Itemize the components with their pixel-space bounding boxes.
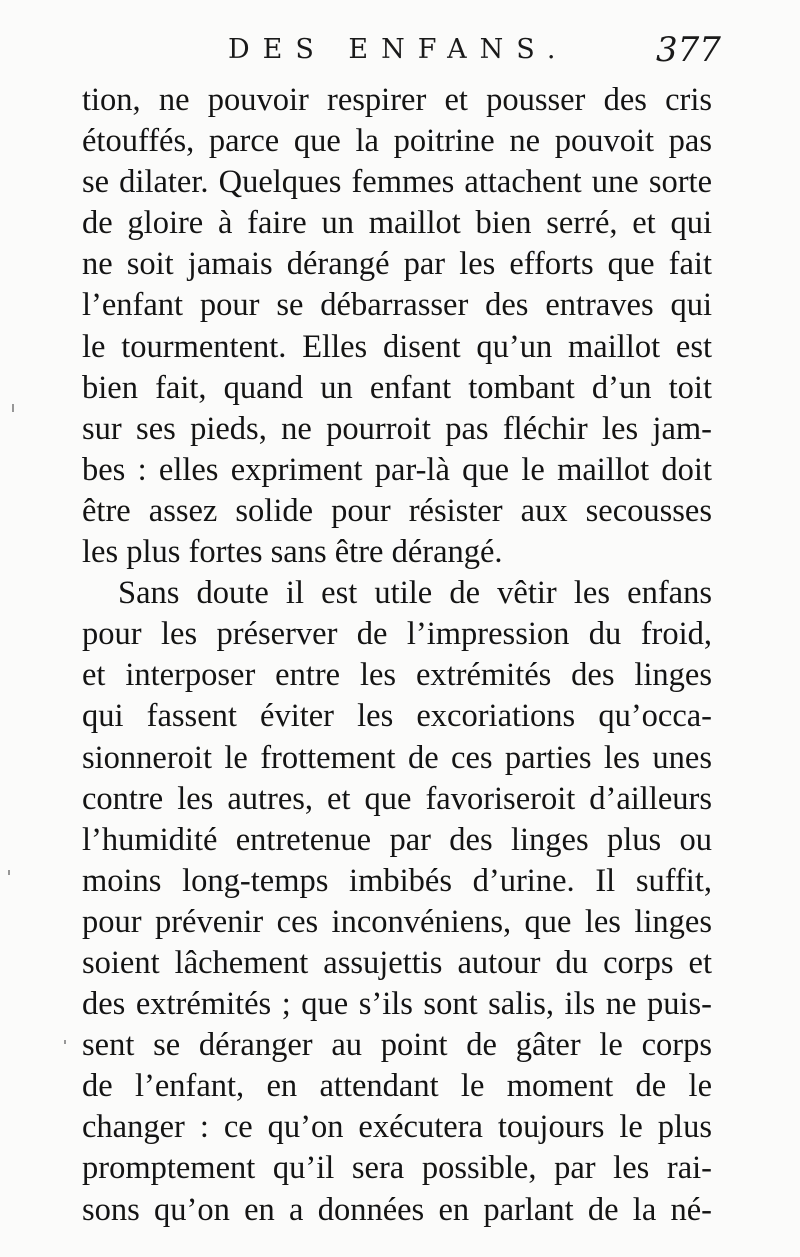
text-line: pour prévenir ces inconvéniens, que les linges: [82, 903, 712, 940]
text-line: soient lâchement assujettis autour du corps et: [82, 944, 712, 981]
text-line: tion, ne pouvoir respirer et pousser des cris: [82, 82, 712, 118]
text-line: l’enfant pour se débarrasser des entraves qui: [82, 287, 712, 324]
paragraph-2: [82, 573, 712, 1231]
text-line: qui fassent éviter les excoriations qu’occa-: [82, 698, 712, 735]
text-line: bes : elles expriment par-là que le maillot doit: [82, 451, 712, 488]
text-line: bien fait, quand un enfant tombant d’un toit: [82, 369, 712, 406]
text-line: moins long-temps imbibés d’urine. Il suffit,: [82, 862, 712, 899]
text-line: et interposer entre les extrémités des linges: [82, 657, 712, 694]
text-line: sent se déranger au point de gâter le corps: [82, 1027, 712, 1064]
text-line: de gloire à faire un maillot bien serré, et qui: [82, 205, 712, 242]
running-title: DES ENFANS.: [228, 34, 569, 65]
text-line: contre les autres, et que favoriseroit d’ailleurs: [82, 780, 712, 817]
text-line: ne soit jamais dérangé par les efforts que fait: [82, 246, 712, 283]
text-line: promptement qu’il sera possible, par les rai-: [82, 1150, 712, 1187]
page-number: 377: [656, 30, 721, 70]
body-text: [82, 80, 712, 1231]
text-line: sons qu’on en a données en parlant de la né-: [82, 1191, 712, 1228]
text-line: sionneroit le frottement de ces parties les unes: [82, 739, 712, 776]
text-line: étouffés, parce que la poitrine ne pouvoit pas: [82, 123, 712, 160]
text-line: se dilater. Quelques femmes attachent une sorte: [82, 164, 712, 201]
text-line: changer : ce qu’on exécutera toujours le plus: [82, 1109, 712, 1146]
margin-speck: [12, 404, 14, 412]
text-line: de l’enfant, en attendant le moment de le: [82, 1068, 712, 1105]
text-line: les plus fortes sans être dérangé.: [82, 534, 503, 571]
paragraph-1: [82, 80, 712, 573]
text-line: Sans doute il est utile de vêtir les enfans: [118, 575, 712, 612]
running-head: [0, 30, 800, 80]
text-line: pour les préserver de l’impression du froid,: [82, 616, 712, 653]
margin-speck: [8, 870, 10, 875]
text-line: être assez solide pour résister aux secousses: [82, 492, 712, 529]
margin-speck: [64, 1040, 66, 1044]
text-line: des extrémités ; que s’ils sont salis, ils ne puis-: [82, 986, 712, 1023]
text-line: l’humidité entretenue par des linges plus ou: [82, 821, 712, 858]
text-line: le tourmentent. Elles disent qu’un maillot est: [82, 328, 712, 365]
text-line: sur ses pieds, ne pourroit pas fléchir les jam-: [82, 410, 712, 447]
